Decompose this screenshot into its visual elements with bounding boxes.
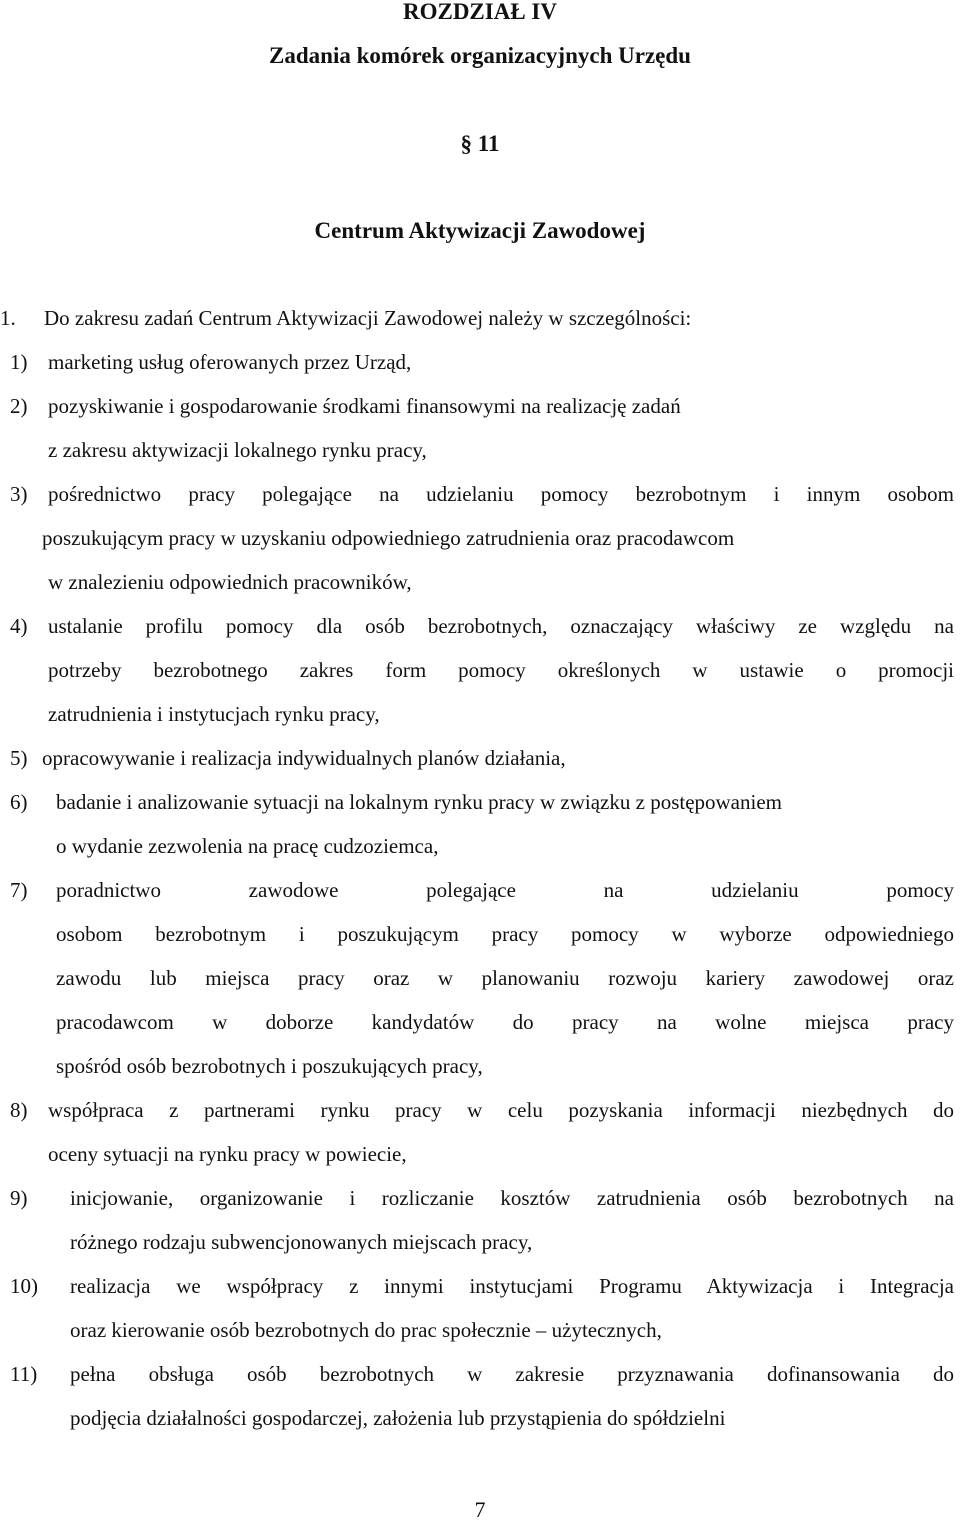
item-line: oraz kierowanie osób bezrobotnych do prac społecznie – użytecznych, <box>70 1318 662 1342</box>
item-number: 4) <box>10 614 28 638</box>
item-number: 6) <box>10 790 28 814</box>
chapter-title: Zadania komórek organizacyjnych Urzędu <box>269 43 691 68</box>
item-line: różnego rodzaju subwencjonowanych miejscach pracy, <box>70 1230 533 1254</box>
item-line: współpraca z partnerami rynku pracy w celu pozyskania informacji niezbędnych do <box>48 1098 954 1122</box>
item-line: zatrudnienia i instytucjach rynku pracy, <box>48 702 380 726</box>
item-line: potrzeby bezrobotnego zakres form pomocy określonych w ustawie o promocji <box>48 658 954 682</box>
item-line: badanie i analizowanie sytuacji na lokalnym rynku pracy w związku z postępowaniem <box>56 790 782 814</box>
chapter-heading: ROZDZIAŁ IV <box>402 0 557 24</box>
item-line: oceny sytuacji na rynku pracy w powiecie, <box>48 1142 407 1166</box>
item-number: 5) <box>10 746 28 770</box>
item-number: 8) <box>10 1098 28 1122</box>
page-number: 7 <box>474 1497 486 1522</box>
item-line: inicjowanie, organizowanie i rozliczanie kosztów zatrudnienia osób bezrobotnych na <box>70 1186 954 1210</box>
item-line: poradnictwo zawodowe polegające na udzielaniu pomocy <box>56 878 954 902</box>
item-line: z zakresu aktywizacji lokalnego rynku pracy, <box>48 438 427 462</box>
item-number: 1) <box>10 350 28 374</box>
unit-title: Centrum Aktywizacji Zawodowej <box>314 218 646 243</box>
item-number: 9) <box>10 1186 28 1210</box>
item-line: ustalanie profilu pomocy dla osób bezrobotnych, oznaczający właściwy ze względu na <box>48 614 954 638</box>
item-number: 2) <box>10 394 28 418</box>
item-line: marketing usług oferowanych przez Urząd, <box>48 350 412 374</box>
item-line: pozyskiwanie i gospodarowanie środkami finansowymi na realizację zadań <box>48 394 681 418</box>
item-line: spośród osób bezrobotnych i poszukujących pracy, <box>56 1054 483 1078</box>
item-line: pośrednictwo pracy polegające na udzielaniu pomocy bezrobotnym i innym osobom <box>48 482 954 506</box>
item-line: osobom bezrobotnym i poszukującym pracy pomocy w wyborze odpowiedniego <box>56 922 954 946</box>
item-line: realizacja we współpracy z innymi instytucjami Programu Aktywizacja i Integracja <box>70 1274 954 1298</box>
item-number: 3) <box>10 482 28 506</box>
item-number: 11) <box>10 1362 38 1386</box>
item-line: o wydanie zezwolenia na pracę cudzoziemca, <box>56 834 439 858</box>
item-line: pełna obsługa osób bezrobotnych w zakresie przyznawania dofinansowania do <box>70 1362 954 1386</box>
item-line: pracodawcom w doborze kandydatów do pracy na wolne miejsca pracy <box>56 1010 954 1034</box>
item-line: podjęcia działalności gospodarczej, założenia lub przystąpienia do spółdzielni <box>70 1406 726 1430</box>
item-line: poszukującym pracy w uzyskaniu odpowiedniego zatrudnienia oraz pracodawcom <box>42 526 735 550</box>
section-number: § 11 <box>460 131 500 156</box>
item-number: 10) <box>10 1274 38 1298</box>
item-line: w znalezieniu odpowiednich pracowników, <box>48 570 412 594</box>
item-line: opracowywanie i realizacja indywidualnych planów działania, <box>42 746 566 770</box>
intro-text: Do zakresu zadań Centrum Aktywizacji Zawodowej należy w szczególności: <box>44 306 692 330</box>
item-line: zawodu lub miejsca pracy oraz w planowaniu rozwoju kariery zawodowej oraz <box>56 966 954 990</box>
item-number: 7) <box>10 878 28 902</box>
intro-number: 1. <box>0 306 16 330</box>
